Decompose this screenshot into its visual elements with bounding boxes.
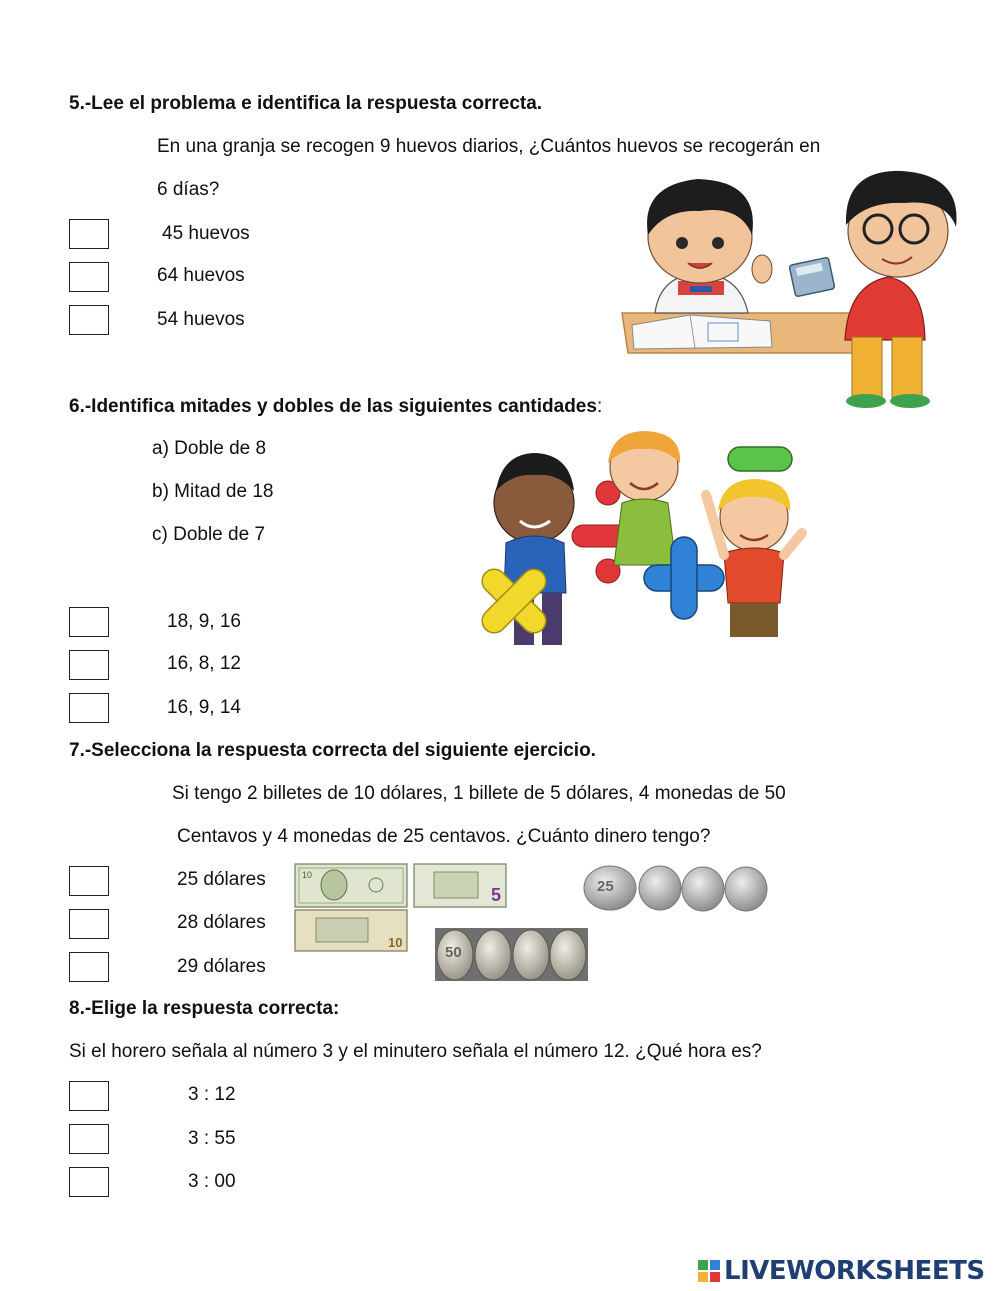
liveworksheets-logo-icon bbox=[697, 1259, 721, 1283]
q8-option-2-label: 3 : 55 bbox=[188, 1128, 236, 1149]
ten-dollar-bill-front bbox=[295, 864, 407, 907]
q7-option-1-checkbox[interactable] bbox=[69, 866, 109, 896]
q5-option-1-label: 45 huevos bbox=[162, 223, 250, 244]
q7-option-2-label: 28 dólares bbox=[177, 912, 266, 933]
quarter-coins-group bbox=[583, 864, 769, 912]
fifty-cent-coins-group bbox=[435, 928, 588, 981]
q6-item-a: a) Doble de 8 bbox=[152, 438, 267, 459]
q6-option-3-checkbox[interactable] bbox=[69, 693, 109, 723]
ten-bill-front-denomination: 10 bbox=[302, 870, 313, 880]
kids-math-symbols-illustration bbox=[462, 425, 817, 693]
q6-option-1-label: 18, 9, 16 bbox=[167, 611, 241, 632]
q6-item-c: c) Doble de 7 bbox=[152, 524, 266, 545]
q7-title: 7.-Selecciona la respuesta correcta del siguiente ejercicio. bbox=[69, 740, 596, 761]
q6-title: 6.-Identifica mitades y dobles de las siguientes cantidades bbox=[69, 396, 597, 417]
ten-dollar-bill-back bbox=[295, 910, 407, 951]
liveworksheets-brand-text: LIVEWORKSHEETS bbox=[724, 1256, 985, 1286]
five-dollar-bill bbox=[414, 864, 506, 907]
q6-option-3-label: 16, 9, 14 bbox=[167, 697, 241, 718]
q8-option-3-label: 3 : 00 bbox=[188, 1171, 236, 1192]
q5-option-3-checkbox[interactable] bbox=[69, 305, 109, 335]
q7-option-1-label: 25 dólares bbox=[177, 869, 266, 890]
q6-option-2-checkbox[interactable] bbox=[69, 650, 109, 680]
q6-title-row bbox=[69, 396, 602, 418]
five-bill-denomination: 5 bbox=[491, 885, 502, 905]
q5-problem-line1: En una granja se recogen 9 huevos diarios, ¿Cuántos huevos se recogerán en bbox=[157, 136, 821, 157]
q8-option-3-checkbox[interactable] bbox=[69, 1167, 109, 1197]
q5-problem-line2: 6 días? bbox=[157, 179, 220, 200]
q7-option-3-label: 29 dólares bbox=[177, 956, 266, 977]
q5-option-3-label: 54 huevos bbox=[157, 309, 245, 330]
fifty-cent-coin-value: 50 bbox=[445, 944, 462, 961]
q6-title-colon: : bbox=[596, 396, 603, 417]
q5-title: 5.-Lee el problema e identifica la respuesta correcta. bbox=[69, 93, 543, 114]
q7-option-3-checkbox[interactable] bbox=[69, 952, 109, 982]
q5-option-2-checkbox[interactable] bbox=[69, 262, 109, 292]
q8-title: 8.-Elige la respuesta correcta: bbox=[69, 998, 340, 1019]
ten-bill-back-denomination: 10 bbox=[388, 935, 403, 950]
q6-item-b: b) Mitad de 18 bbox=[152, 481, 274, 502]
q8-question: Si el horero señala al número 3 y el minutero señala el número 12. ¿Qué hora es? bbox=[69, 1041, 762, 1062]
q8-option-2-checkbox[interactable] bbox=[69, 1124, 109, 1154]
kids-calculator-illustration bbox=[620, 165, 980, 415]
q6-option-2-label: 16, 8, 12 bbox=[167, 653, 241, 674]
q6-option-1-checkbox[interactable] bbox=[69, 607, 109, 637]
q7-problem-line2: Centavos y 4 monedas de 25 centavos. ¿Cuánto dinero tengo? bbox=[177, 826, 711, 847]
q5-option-2-label: 64 huevos bbox=[157, 265, 245, 286]
q8-option-1-label: 3 : 12 bbox=[188, 1084, 236, 1105]
quarter-coin-value: 25 bbox=[597, 878, 614, 895]
q8-option-1-checkbox[interactable] bbox=[69, 1081, 109, 1111]
liveworksheets-brand bbox=[697, 1256, 985, 1286]
q5-option-1-checkbox[interactable] bbox=[69, 219, 109, 249]
q7-problem-line1: Si tengo 2 billetes de 10 dólares, 1 billete de 5 dólares, 4 monedas de 50 bbox=[172, 783, 786, 804]
q7-option-2-checkbox[interactable] bbox=[69, 909, 109, 939]
